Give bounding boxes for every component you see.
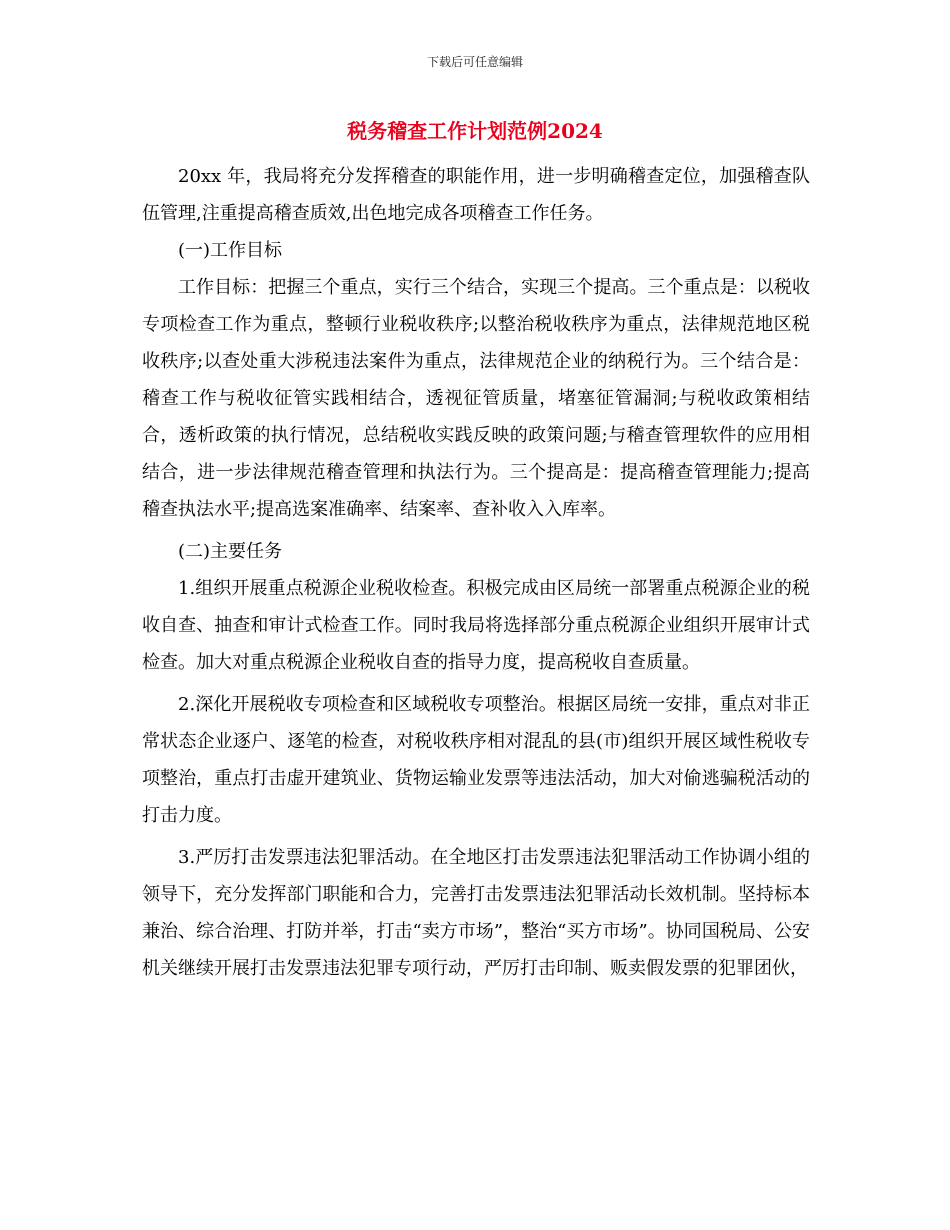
paragraph-task-2: 2.深化开展税收专项检查和区域税收专项整治。根据区局统一安排，重点对非正常状态企业逐户、逐笔的检查，对税收秩序相对混乱的县(市)组织开展区域性税收专项整治，重点打击虚开建筑业、货物运输业发票等违法活动，加大对偷逃骗税活动的打击力度。 — [142, 694, 810, 826]
document-title: 税务稽查工作计划范例2024 — [347, 119, 603, 143]
paragraph-intro: 20xx 年，我局将充分发挥稽查的职能作用，进一步明确稽查定位，加强稽查队伍管理,注重提高稽查质效,出色地完成各项稽查工作任务。 — [142, 166, 810, 224]
page-header: 下载后可任意编辑 — [426, 55, 523, 69]
document-body — [142, 158, 810, 987]
paragraph-task-1: 1.组织开展重点税源企业税收检查。积极完成由区局统一部署重点税源企业的税收自查、抽查和审计式检查工作。同时我局将选择部分重点税源企业组织开展审计式检查。加大对重点税源企业税收自查的指导力度，提高税收自查质量。 — [142, 578, 810, 673]
section-heading-goals: (一)工作目标 — [178, 240, 283, 261]
paragraph-goals: 工作目标：把握三个重点，实行三个结合，实现三个提高。三个重点是：以税收专项检查工作为重点，整顿行业税收秩序;以整治税收秩序为重点，法律规范地区税收秩序;以查处重大涉税违法案件为重点，法律规范企业的纳税行为。三个结合是：稽查工作与税收征管实践相结合，透视征管质量，堵塞征管漏洞;与税收政策相结合，透析政策的执行情况，总结税收实践反映的政策问题;与稽查管理软件的应用相结合，进一步法律规范稽查管理和执法行为。三个提高是：提高稽查管理能力;提高稽查执法水平;提高选案准确率、结案率、查补收入入库率。 — [142, 277, 810, 520]
paragraph-task-3: 3.严厉打击发票违法犯罪活动。在全地区打击发票违法犯罪活动工作协调小组的领导下，充分发挥部门职能和合力，完善打击发票违法犯罪活动长效机制。坚持标本兼治、综合治理、打防并举，打击“卖方市场”，整治“买方市场”。协同国税局、公安机关继续开展打击发票违法犯罪专项行动，严厉打击印制、贩卖假发票的犯罪团伙， — [142, 847, 810, 979]
section-heading-tasks: (二)主要任务 — [178, 541, 283, 562]
